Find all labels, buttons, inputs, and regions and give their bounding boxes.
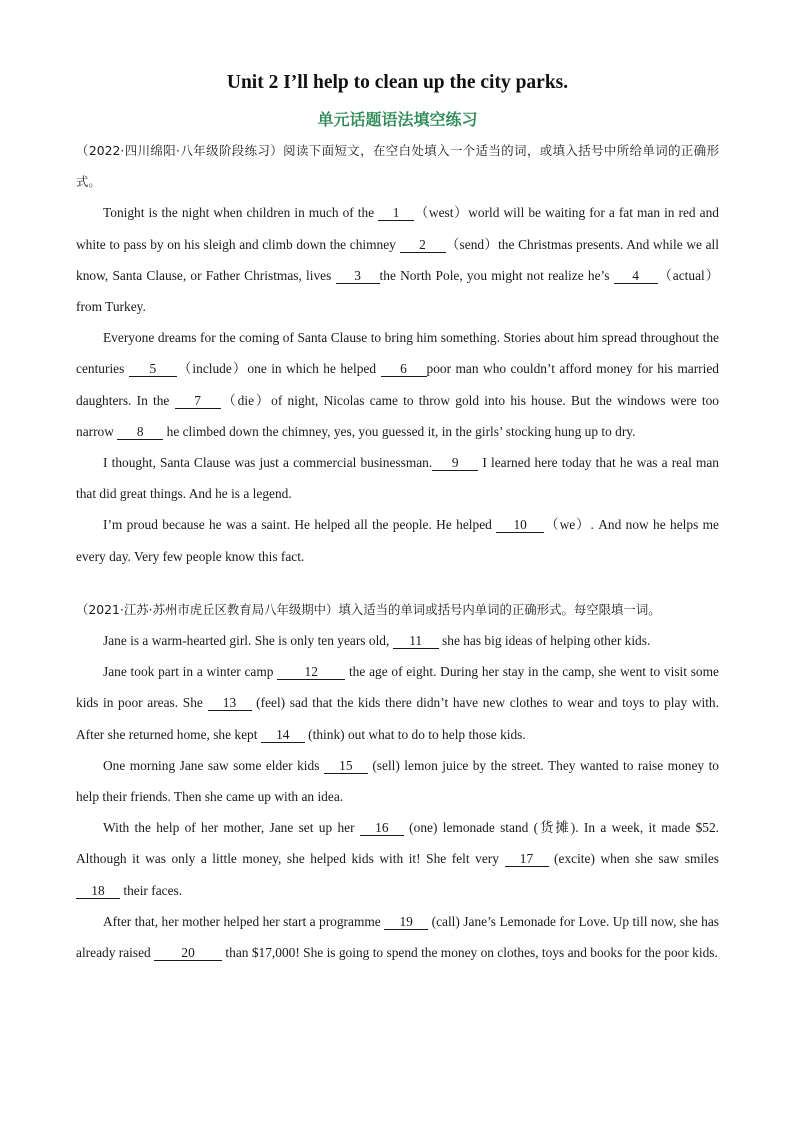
- text: (feel) sad that the kids there didn’t have new clothes to wear and toys to play with. After she returned home, she kept: [76, 695, 719, 742]
- text: (think) out what to do to help those kids.: [304, 726, 526, 742]
- text: （include）one in which he helped: [176, 361, 381, 377]
- text: (excite) when she saw smiles: [548, 851, 719, 867]
- section-1-paragraph-3: [76, 447, 719, 509]
- blank-3[interactable]: 3: [336, 268, 380, 284]
- text: the North Pole, you might not realize he’s: [379, 267, 614, 283]
- section-1: [76, 135, 719, 572]
- blank-15[interactable]: 15: [324, 758, 368, 774]
- section-1-paragraph-1: [76, 197, 719, 322]
- text: One morning Jane saw some elder kids: [103, 757, 324, 773]
- text: the age of eight. During her stay in the camp, she went to visit some kids in poor areas. She: [76, 664, 719, 711]
- text: With the help of her mother, Jane set up her: [103, 820, 360, 836]
- text: (one) lemonade stand (货摊). In a week, it made $52. Although it was only a little money, she helped kids with it! She felt very: [76, 820, 720, 867]
- section-2-paragraph-1: [76, 625, 719, 656]
- text: he climbed down the chimney, yes, you guessed it, in the girls’ stocking hung up to dry.: [163, 423, 636, 439]
- text: (call) Jane’s Lemonade for Love. Up till now, she has already raised: [76, 913, 719, 961]
- blank-19[interactable]: 19: [384, 914, 428, 930]
- section-1-paragraph-2: [76, 322, 719, 447]
- blank-4[interactable]: 4: [614, 268, 658, 284]
- text: (sell) lemon juice by the street. They wanted to raise money to help their friends. Then she came up with an idea.: [76, 757, 719, 805]
- section-2-paragraph-2: [76, 656, 719, 750]
- blank-10[interactable]: 10: [496, 517, 544, 533]
- text: （die）of night, Nicolas came to throw gold into his house. But the windows were too narrow: [76, 392, 719, 439]
- text: I learned here today that he was a real man that did great things. And he is a legend.: [76, 455, 719, 502]
- blank-12[interactable]: 12: [277, 664, 345, 680]
- text: Tonight is the night when children in much of the: [103, 205, 379, 221]
- blank-6[interactable]: 6: [381, 361, 427, 377]
- text: I’m proud because he was a saint. He helped all the people. He helped: [103, 517, 497, 533]
- blank-11[interactable]: 11: [393, 633, 439, 649]
- text: Jane took part in a winter camp: [103, 664, 278, 680]
- text: I thought, Santa Clause was just a commercial businessman.: [103, 455, 433, 471]
- worksheet-page: [76, 68, 719, 968]
- text: （we）. And now he helps me every day. Very few people know this fact.: [76, 517, 719, 564]
- text: their faces.: [120, 882, 183, 898]
- text: she has big ideas of helping other kids.: [438, 633, 651, 649]
- text: After that, her mother helped her start a programme: [103, 913, 385, 929]
- blank-13[interactable]: 13: [208, 695, 252, 711]
- text: （send）the Christmas presents. And while we all know, Santa Clause, or Father Christmas, lives: [76, 236, 719, 283]
- section-1-intro: （2022·四川绵阳·八年级阶段练习）阅读下面短文，在空白处填入一个适当的词，或填入括号中所给单词的正确形式。: [76, 143, 719, 190]
- blank-20[interactable]: 20: [154, 945, 222, 961]
- text: （actual）from Turkey.: [76, 267, 719, 315]
- text: Everyone dreams for the coming of Santa Clause to bring him something. Stories about him spread throughout the centuries: [76, 330, 719, 377]
- section-2-paragraph-3: [76, 750, 719, 812]
- blank-9[interactable]: 9: [432, 455, 478, 471]
- page-title: Unit 2 I’ll help to clean up the city parks.: [226, 72, 569, 93]
- blank-1[interactable]: 1: [378, 205, 414, 221]
- blank-18[interactable]: 18: [76, 883, 120, 899]
- blank-2[interactable]: 2: [400, 237, 446, 253]
- text: Jane is a warm-hearted girl. She is only ten years old,: [103, 633, 393, 649]
- blank-16[interactable]: 16: [360, 820, 404, 836]
- blank-5[interactable]: 5: [129, 361, 177, 377]
- section-2-paragraph-5: [76, 906, 719, 968]
- section-2-paragraph-4: [76, 812, 719, 906]
- blank-8[interactable]: 8: [117, 424, 163, 440]
- blank-14[interactable]: 14: [261, 727, 305, 743]
- text: than $17,000! She is going to spend the money on clothes, toys and books for the poor kids.: [222, 945, 718, 961]
- blank-7[interactable]: 7: [175, 393, 221, 409]
- section-1-paragraph-4: [76, 509, 719, 571]
- section-2-intro: （2021·江苏·苏州市虎丘区教育局八年级期中）填入适当的单词或括号内单词的正确形式。每空限填一词。: [76, 601, 661, 617]
- section-2: [76, 594, 719, 968]
- text: poor man who couldn’t afford money for his married daughters. In the: [76, 361, 719, 408]
- page-subtitle: 单元话题语法填空练习: [317, 110, 478, 129]
- blank-17[interactable]: 17: [505, 851, 549, 867]
- text: （west）world will be waiting for a fat man in red and white to pass by on his sleigh and climb down the chimney: [76, 205, 719, 252]
